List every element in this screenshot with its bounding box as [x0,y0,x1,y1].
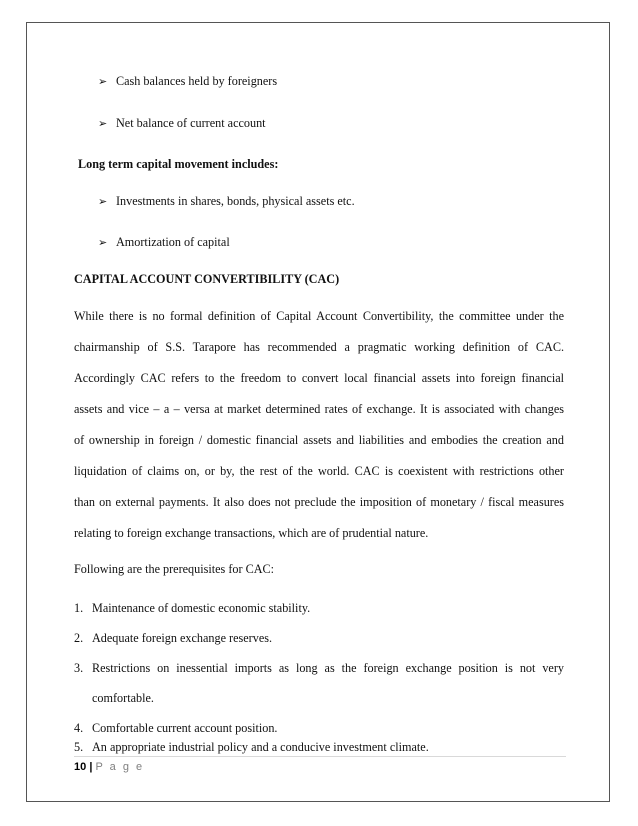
item-number: 5. [74,740,84,754]
paragraph-line: than on external payments. It also does not preclude the imposition of monetary / fiscal measures [74,495,564,509]
arrow-bullet-icon: ➢ [98,75,108,88]
arrow-bullet-icon: ➢ [98,236,108,249]
item-number: 1. [74,601,84,615]
page-footer [74,760,144,774]
page-number: 10 [74,761,87,773]
numbered-item [74,631,272,646]
prereq-intro: Following are the prerequisites for CAC: [74,562,275,576]
paragraph-line: liquidation of claims on, or by, the rest of the world. CAC is coexistent with restrictions other [74,464,564,478]
list-item: ➢ Investments in shares, bonds, physical assets etc. [98,194,355,208]
item-number: 4. [74,721,84,735]
item-number: 3. [74,661,84,675]
numbered-item [74,661,92,676]
item-text: Restrictions on inessential imports as long as the foreign exchange position is not very [92,661,564,675]
arrow-bullet-icon: ➢ [98,195,108,208]
section-heading: CAPITAL ACCOUNT CONVERTIBILITY (CAC) [74,272,340,286]
arrow-bullet-icon: ➢ [98,117,108,130]
item-number: 2. [74,631,84,645]
list-item: ➢ Cash balances held by foreigners [98,74,278,88]
numbered-item [74,721,277,736]
long-term-heading: Long term capital movement includes: [78,157,279,171]
item-text: An appropriate industrial policy and a conducive investment climate. [92,740,429,754]
paragraph-line: of ownership in foreign / domestic financial assets and liabilities and embodies the creation and [74,433,564,447]
page-label: P a g e [95,761,145,773]
paragraph-line: chairmanship of S.S. Tarapore has recommended a pragmatic working definition of CAC. [74,340,564,354]
item-text: Maintenance of domestic economic stability. [92,601,311,615]
paragraph-line-last: relating to foreign exchange transactions, which are of prudential nature. [74,526,429,540]
paragraph-line: Accordingly CAC refers to the freedom to convert local financial assets into foreign financial [74,371,564,385]
paragraph-line: While there is no formal definition of Capital Account Convertibility, the committee under the [74,309,564,323]
numbered-item [74,740,429,755]
footer-divider [74,756,566,757]
numbered-item [74,601,310,616]
item-text: Comfortable current account position. [92,721,278,735]
footer-separator: | [89,761,93,773]
paragraph-line: assets and vice – a – versa at market determined rates of exchange. It is associated with changes [74,402,564,416]
item-text-continued: comfortable. [92,691,154,705]
list-item: ➢ Net balance of current account [98,116,266,130]
item-text: Adequate foreign exchange reserves. [92,631,273,645]
list-item: ➢ Amortization of capital [98,235,230,249]
